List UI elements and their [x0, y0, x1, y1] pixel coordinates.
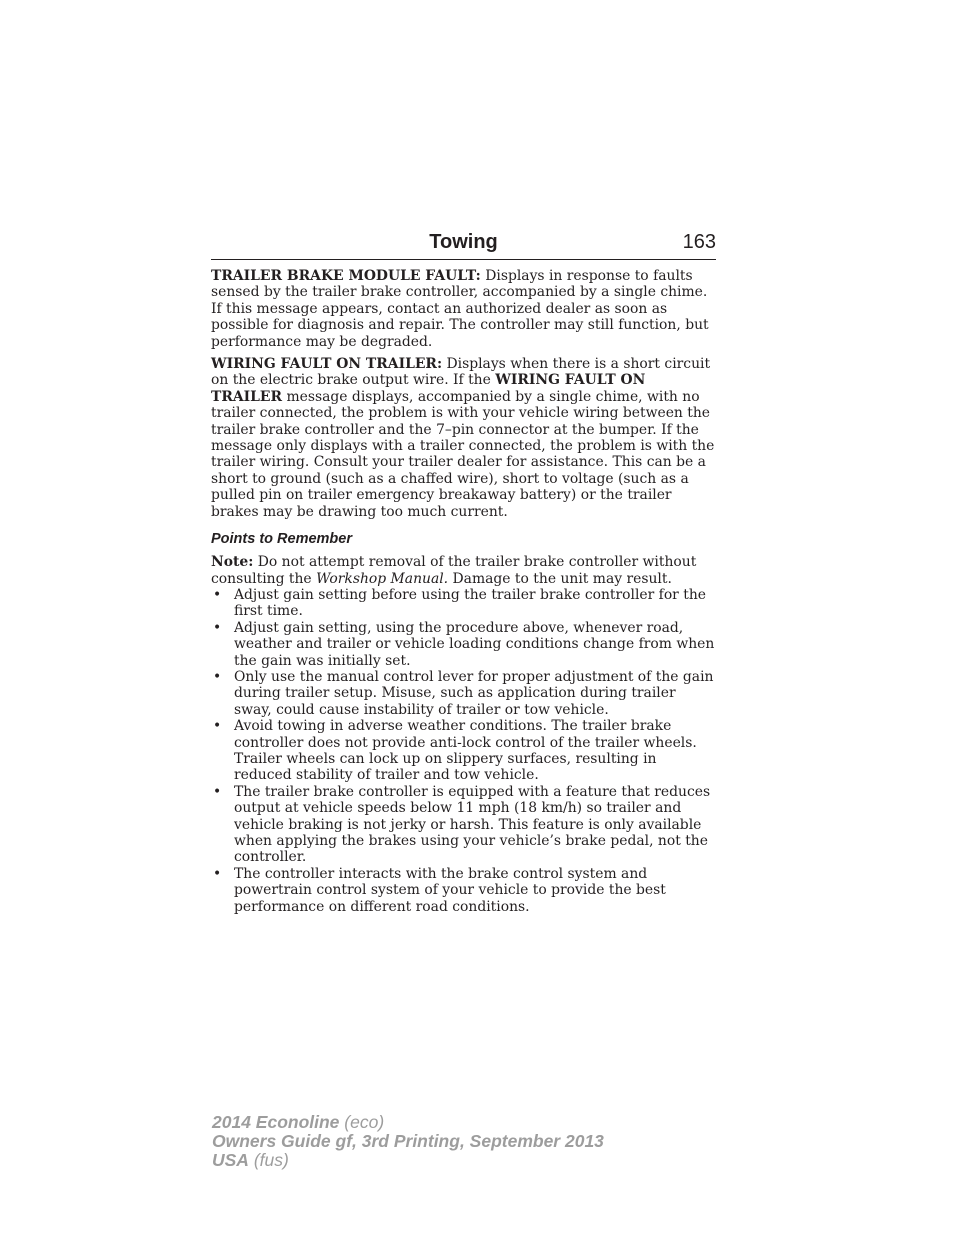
note [211, 554, 716, 587]
bullet-icon: • [213, 783, 222, 800]
bullet-icon: • [213, 865, 222, 882]
bullet-icon: • [213, 668, 222, 685]
footer-model-code: (eco) [339, 1112, 385, 1132]
paragraph-lead: WIRING FAULT ON TRAILER: [211, 356, 443, 373]
page-number: 163 [682, 231, 716, 253]
page-header [211, 229, 716, 260]
footer-model-line [212, 1113, 604, 1132]
note-label: Note: [211, 554, 254, 571]
bullet-icon: • [213, 619, 222, 636]
page-footer [212, 1113, 604, 1170]
list-item-text: Only use the manual control lever for proper adjustment of the gain during trailer setup. Misuse, such as application during trailer sway, could cause instability of trailer or tow vehicle. [234, 668, 714, 718]
bullet-list [211, 587, 716, 915]
footer-market: USA [212, 1150, 249, 1170]
paragraph-text: Displays in response to faults sensed by the trailer brake controller, accompanied by a single chime. If this message appears, contact an authorized dealer as soon as possible for diagnosis and repair. The controller may still function, but performance may be degraded. [211, 268, 709, 350]
list-item [211, 866, 716, 915]
footer-edition: Owners Guide gf, 3rd Printing, September 2013 [212, 1131, 604, 1151]
list-item-text: Avoid towing in adverse weather conditions. The trailer brake controller does not provide anti-lock control of the trailer wheels. Trailer wheels can lock up on slippery surfaces, resulting in reduced stability of trailer and tow vehicle. [234, 718, 697, 784]
section-title: Towing [429, 231, 498, 253]
note-text: Do not attempt removal of the trailer brake controller without consulting the [211, 554, 697, 587]
paragraph-lead: TRAILER BRAKE MODULE FAULT: [211, 268, 481, 284]
note-text: Damage to the unit may result. [448, 570, 672, 587]
list-item [211, 620, 716, 669]
page-content [211, 268, 716, 915]
list-item [211, 587, 716, 620]
inline-bold-message: WIRING FAULT ON TRAILER [211, 372, 646, 405]
footer-model: 2014 Econoline [212, 1112, 340, 1132]
paragraph-wiring-fault [211, 356, 716, 520]
subsection-heading: Points to Remember [211, 531, 352, 548]
list-item [211, 718, 716, 784]
manual-title: Workshop Manual. [316, 570, 449, 587]
bullet-icon: • [213, 586, 222, 603]
footer-market-code: (fus) [248, 1150, 289, 1170]
footer-market-line [212, 1151, 604, 1170]
bullet-icon: • [213, 718, 222, 735]
paragraph-text: message displays, accompanied by a single chime, with no trailer connected, the problem is with your vehicle wiring between the trailer brake controller and the 7–pin connector at the bumper. If the message only displays with a trailer connected, the problem is with the trailer wiring. Consult your trailer dealer for assistance. This can be a short to ground (such as a chaffed wire), short to voltage (such as a pulled pin on trailer emergency breakaway battery) or the trailer brakes may be drawing too much current. [211, 388, 715, 520]
list-item-text: The controller interacts with the brake control system and powertrain control system of your vehicle to provide the best performance on different road conditions. [234, 865, 666, 915]
list-item-text: The trailer brake controller is equipped with a feature that reduces output at vehicle speeds below 11 mph (18 km/h) so trailer and vehicle braking is not jerky or harsh. This feature is only available when applying the brakes using your vehicle’s brake pedal, not the controller. [234, 783, 711, 866]
list-item-text: Adjust gain setting, using the procedure above, whenever road, weather and trailer or vehicle loading conditions change from when the gain was initially set. [234, 619, 715, 669]
list-item [211, 784, 716, 866]
list-item [211, 669, 716, 718]
paragraph-text: Displays when there is a short circuit on the electric brake output wire. If the [211, 356, 711, 389]
paragraph-trailer-brake-module-fault [211, 268, 716, 350]
list-item-text: Adjust gain setting before using the trailer brake controller for the first time. [234, 586, 706, 620]
